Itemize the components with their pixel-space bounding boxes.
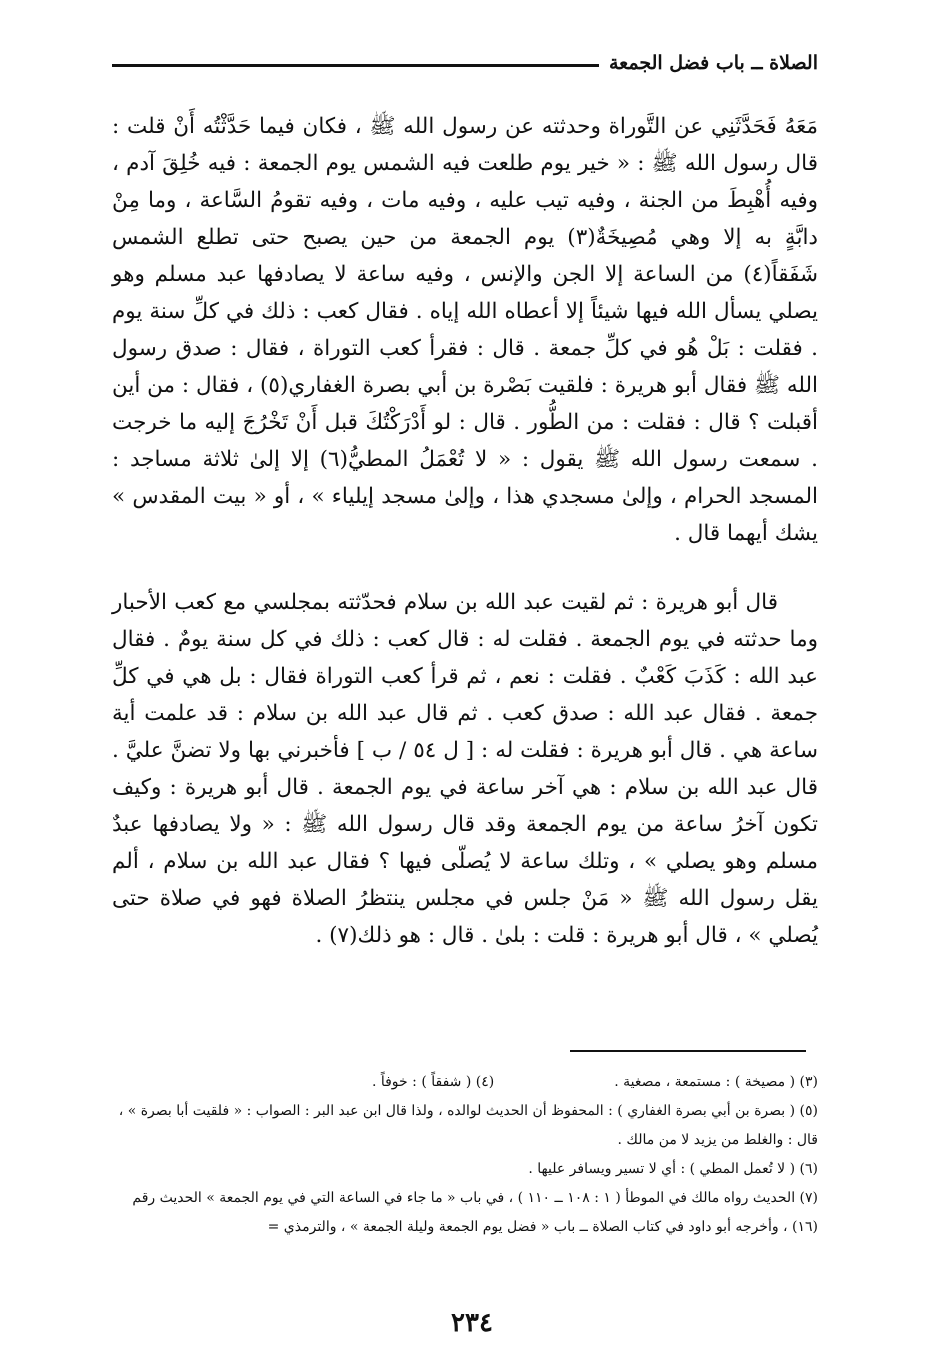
paragraph-1: مَعَهُ فَحَدَّثَنِي عن التَّوراة وحدثته عن رسول الله ﷺ ، فكان فيما حَدَّثْتُه أَنْ قلت : قال رسول الله ﷺ : « خير يوم طلعت فيه الشمس يوم الجمعة : فيه خُلِقَ آدم ، وفيه أُهْبِطَ من الجنة ، وفيه تيب عليه ، وفيه مات ، وفيه تقومُ السَّاعة ، وما مِنْ دابَّةٍ به إلا وهي مُصِيخَةٌ(٣) يوم الجمعة من حين يصبح حتى تطلع الشمس شَفَقاً(٤) من الساعة إلا الجن والإنس ، وفيه ساعة لا يصادفها عبد مسلم وهو يصلي يسأل الله فيها شيئاً إلا أعطاه الله إياه . فقال كعب : ذلك في كلِّ سنة يوم . فقلت : بَلْ هُو في كلِّ جمعة . قال : فقرأ كعب التوراة ، فقال : صدق رسول الله ﷺ فقال أبو هريرة : فلقيت بَصْرة بن أبي بصرة الغفاري(٥) ، فقال : من أين أقبلت ؟ قال : فقلت : من الطُّور . قال : لو أَدْرَكْتُكَ قبل أَنْ تَخْرُجَ إليه ما خرجت . سمعت رسول الله ﷺ يقول : « لا تُعْمَلُ المطيُّ(٦) إلا إلىٰ ثلاثة مساجد : المسجد الحرام ، وإلىٰ مسجدي هذا ، وإلىٰ مسجد إيلياء » ، أو « بيت المقدس » يشك أيهما قال . <box>112 114 818 546</box>
paragraph-2: قال أبو هريرة : ثم لقيت عبد الله بن سلام فحدّثته بمجلسي مع كعب الأحبار وما حدثته في يوم الجمعة . فقلت له : قال كعب : ذلك في كل سنة يومٌ . فقال عبد الله : كَذَبَ كَعْبٌ . فقلت : نعم ، ثم قرأ كعب التوراة فقال : بل هي في كلِّ جمعة . فقال عبد الله : صدق كعب . ثم قال عبد الله بن سلام : قد علمت أية ساعة هي . قال أبو هريرة : فقلت له : [ ل ٥٤ / ب ] فأخبرني بها ولا تضنَّ عليَّ . قال عبد الله بن سلام : هي آخر ساعة في يوم الجمعة . قال أبو هريرة : وكيف تكون آخرُ ساعة من يوم الجمعة وقد قال رسول الله ﷺ : « ولا يصادفها عبدٌ مسلم وهو يصلي » ، وتلك ساعة لا يُصلّى فيها ؟ فقال عبد الله بن سلام ، ألم يقل رسول الله ﷺ « مَنْ جلس في مجلس ينتظرُ الصلاة فهو في صلاة حتى يُصلي » ، قال أبو هريرة : قلت : بلىٰ . قال : هو ذلك(٧) . <box>112 590 818 948</box>
footnote-4: (٤) ( شفقاً ) : خوفاً . <box>371 1074 495 1090</box>
footnote-row-3-4 <box>112 1068 818 1097</box>
main-text <box>112 108 818 954</box>
footnote-rule <box>570 1050 806 1052</box>
header-title: الصلاة ــ باب فضل الجمعة <box>608 52 818 74</box>
running-header <box>112 52 818 74</box>
footnote-3: (٣) ( مصيخة ) : مستمعة ، مصغية . <box>614 1074 818 1090</box>
header-rule <box>112 64 599 67</box>
footnote-6: (٦) ( لا تُعمل المطي ) : أي لا تسير ويسافر عليها . <box>528 1161 818 1177</box>
page-number: ٢٣٤ <box>451 1308 493 1338</box>
footnote-5: (٥) ( بصرة بن أبي بصرة الغفاري ) : المحفوظ أن الحديث لوالده ، ولذا قال ابن عبد البر : الصواب : « فلقيت أبا بصرة » ، قال : والغلط من يزيد لا من مالك . <box>118 1103 818 1148</box>
footnote-7: (٧) الحديث رواه مالك في الموطأ ( ١ : ١٠٨ ــ ١١٠ ) ، في باب « ما جاء في الساعة التي في يوم الجمعة » الحديث رقم (١٦) ، وأخرجه أبو داود في كتاب الصلاة ــ باب « فضل يوم الجمعة وليلة الجمعة » ، والترمذي = <box>132 1190 818 1235</box>
footnotes <box>112 1068 818 1242</box>
